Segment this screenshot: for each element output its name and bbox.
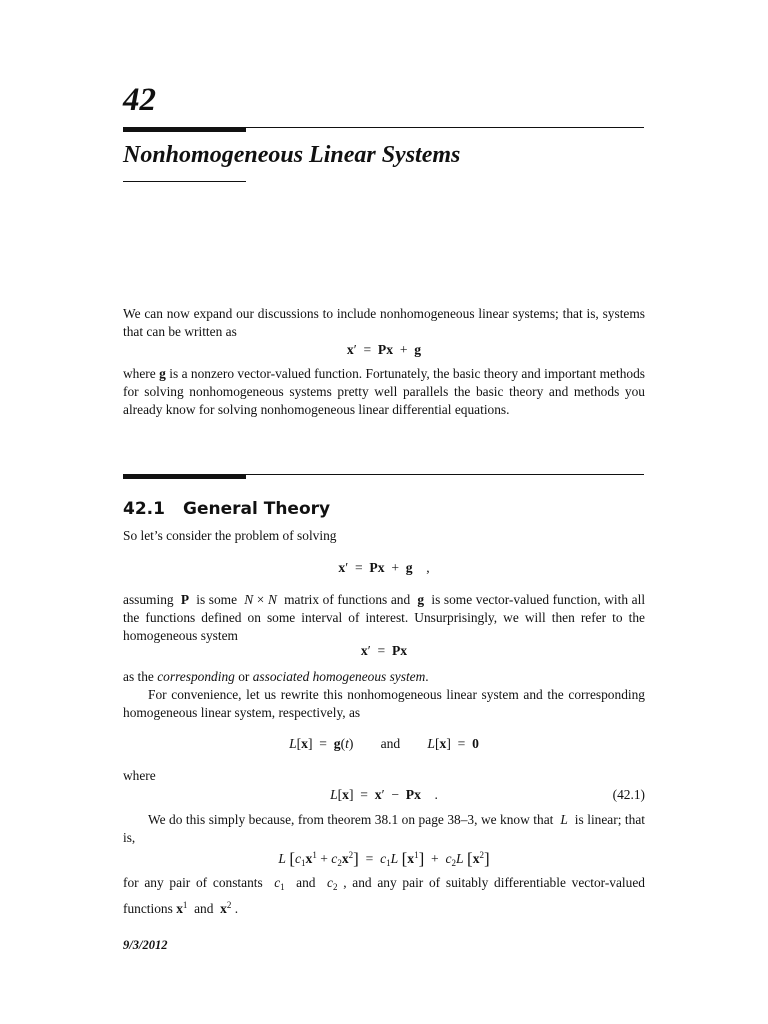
chapter-rule-thin bbox=[123, 127, 644, 128]
chapter-title: Nonhomogeneous Linear Systems bbox=[123, 142, 461, 168]
chapter-title-underline bbox=[123, 181, 246, 182]
equation-linearity: L $[c_1x^1 + c_2x^2] = c_1L$ $[x^1] + c_2L$ $[x^2]$ bbox=[278, 849, 490, 868]
equation-homogeneous: x′ = Px bbox=[360, 643, 408, 658]
equation-operator-definition: L[x] = x′ − Px . bbox=[330, 787, 438, 802]
section-paragraph-2: assuming P is some N × N matrix of functions and g is some vector-valued function, with all the functions defined on some interval of interest. Unsurprisingly, we will then refer to the homogeneous system bbox=[123, 592, 646, 643]
section-paragraph-3: as the corresponding or associated homogeneous system. bbox=[123, 669, 429, 684]
intro-paragraph-1: We can now expand our discussions to include nonhomogeneous linear systems; that is, systems that can be written as bbox=[123, 306, 645, 339]
equation-nonhomogeneous: x′ = Px + g , bbox=[338, 560, 430, 575]
section-rule-thin bbox=[123, 474, 644, 475]
intro-paragraph-2-text: is a nonzero vector-valued function. Fortunately, the basic theory and important methods for solving nonhomogeneous systems pretty well parallels the basic theory and methods you already know for solving nonhomogeneous linear differential equations. bbox=[123, 366, 645, 417]
section-title: General Theory bbox=[183, 499, 331, 519]
intro-paragraph-2: where g is a nonzero vector-valued function. Fortunately, the basic theory and important methods for solving nonhomogeneous systems pretty well parallels the basic theory and methods you already know for solving nonhomogeneous linear differential equations. bbox=[123, 366, 645, 417]
equation-number: (42.1) bbox=[612, 787, 645, 802]
section-paragraph-5: We do this simply because, from theorem 38.1 on page 38–3, we know that L is linear; that is, bbox=[123, 812, 645, 845]
section-heading bbox=[123, 498, 330, 520]
section-paragraph-6: for any pair of constants $c_1$ and $c_2$ , and any pair of suitably differentiable vector-valued functions $x^1$ and $x^2$ . bbox=[123, 875, 645, 916]
section-number: 42.1 bbox=[123, 499, 165, 519]
section-paragraph-1: So let’s consider the problem of solving bbox=[123, 528, 337, 543]
equation-operator-pair: L[x] = g(t) and L[x] = 0 bbox=[289, 736, 479, 751]
footer-date: 9/3/2012 bbox=[123, 938, 168, 952]
equation-nonhomogeneous-intro: x′ = Px + g bbox=[346, 342, 422, 357]
chapter-number: 42 bbox=[123, 82, 156, 118]
section-where: where bbox=[123, 768, 156, 783]
section-paragraph-4: For convenience, let us rewrite this nonhomogeneous linear system and the corresponding homogeneous linear system, respectively, as bbox=[123, 687, 645, 720]
intro-where: where bbox=[123, 366, 156, 381]
